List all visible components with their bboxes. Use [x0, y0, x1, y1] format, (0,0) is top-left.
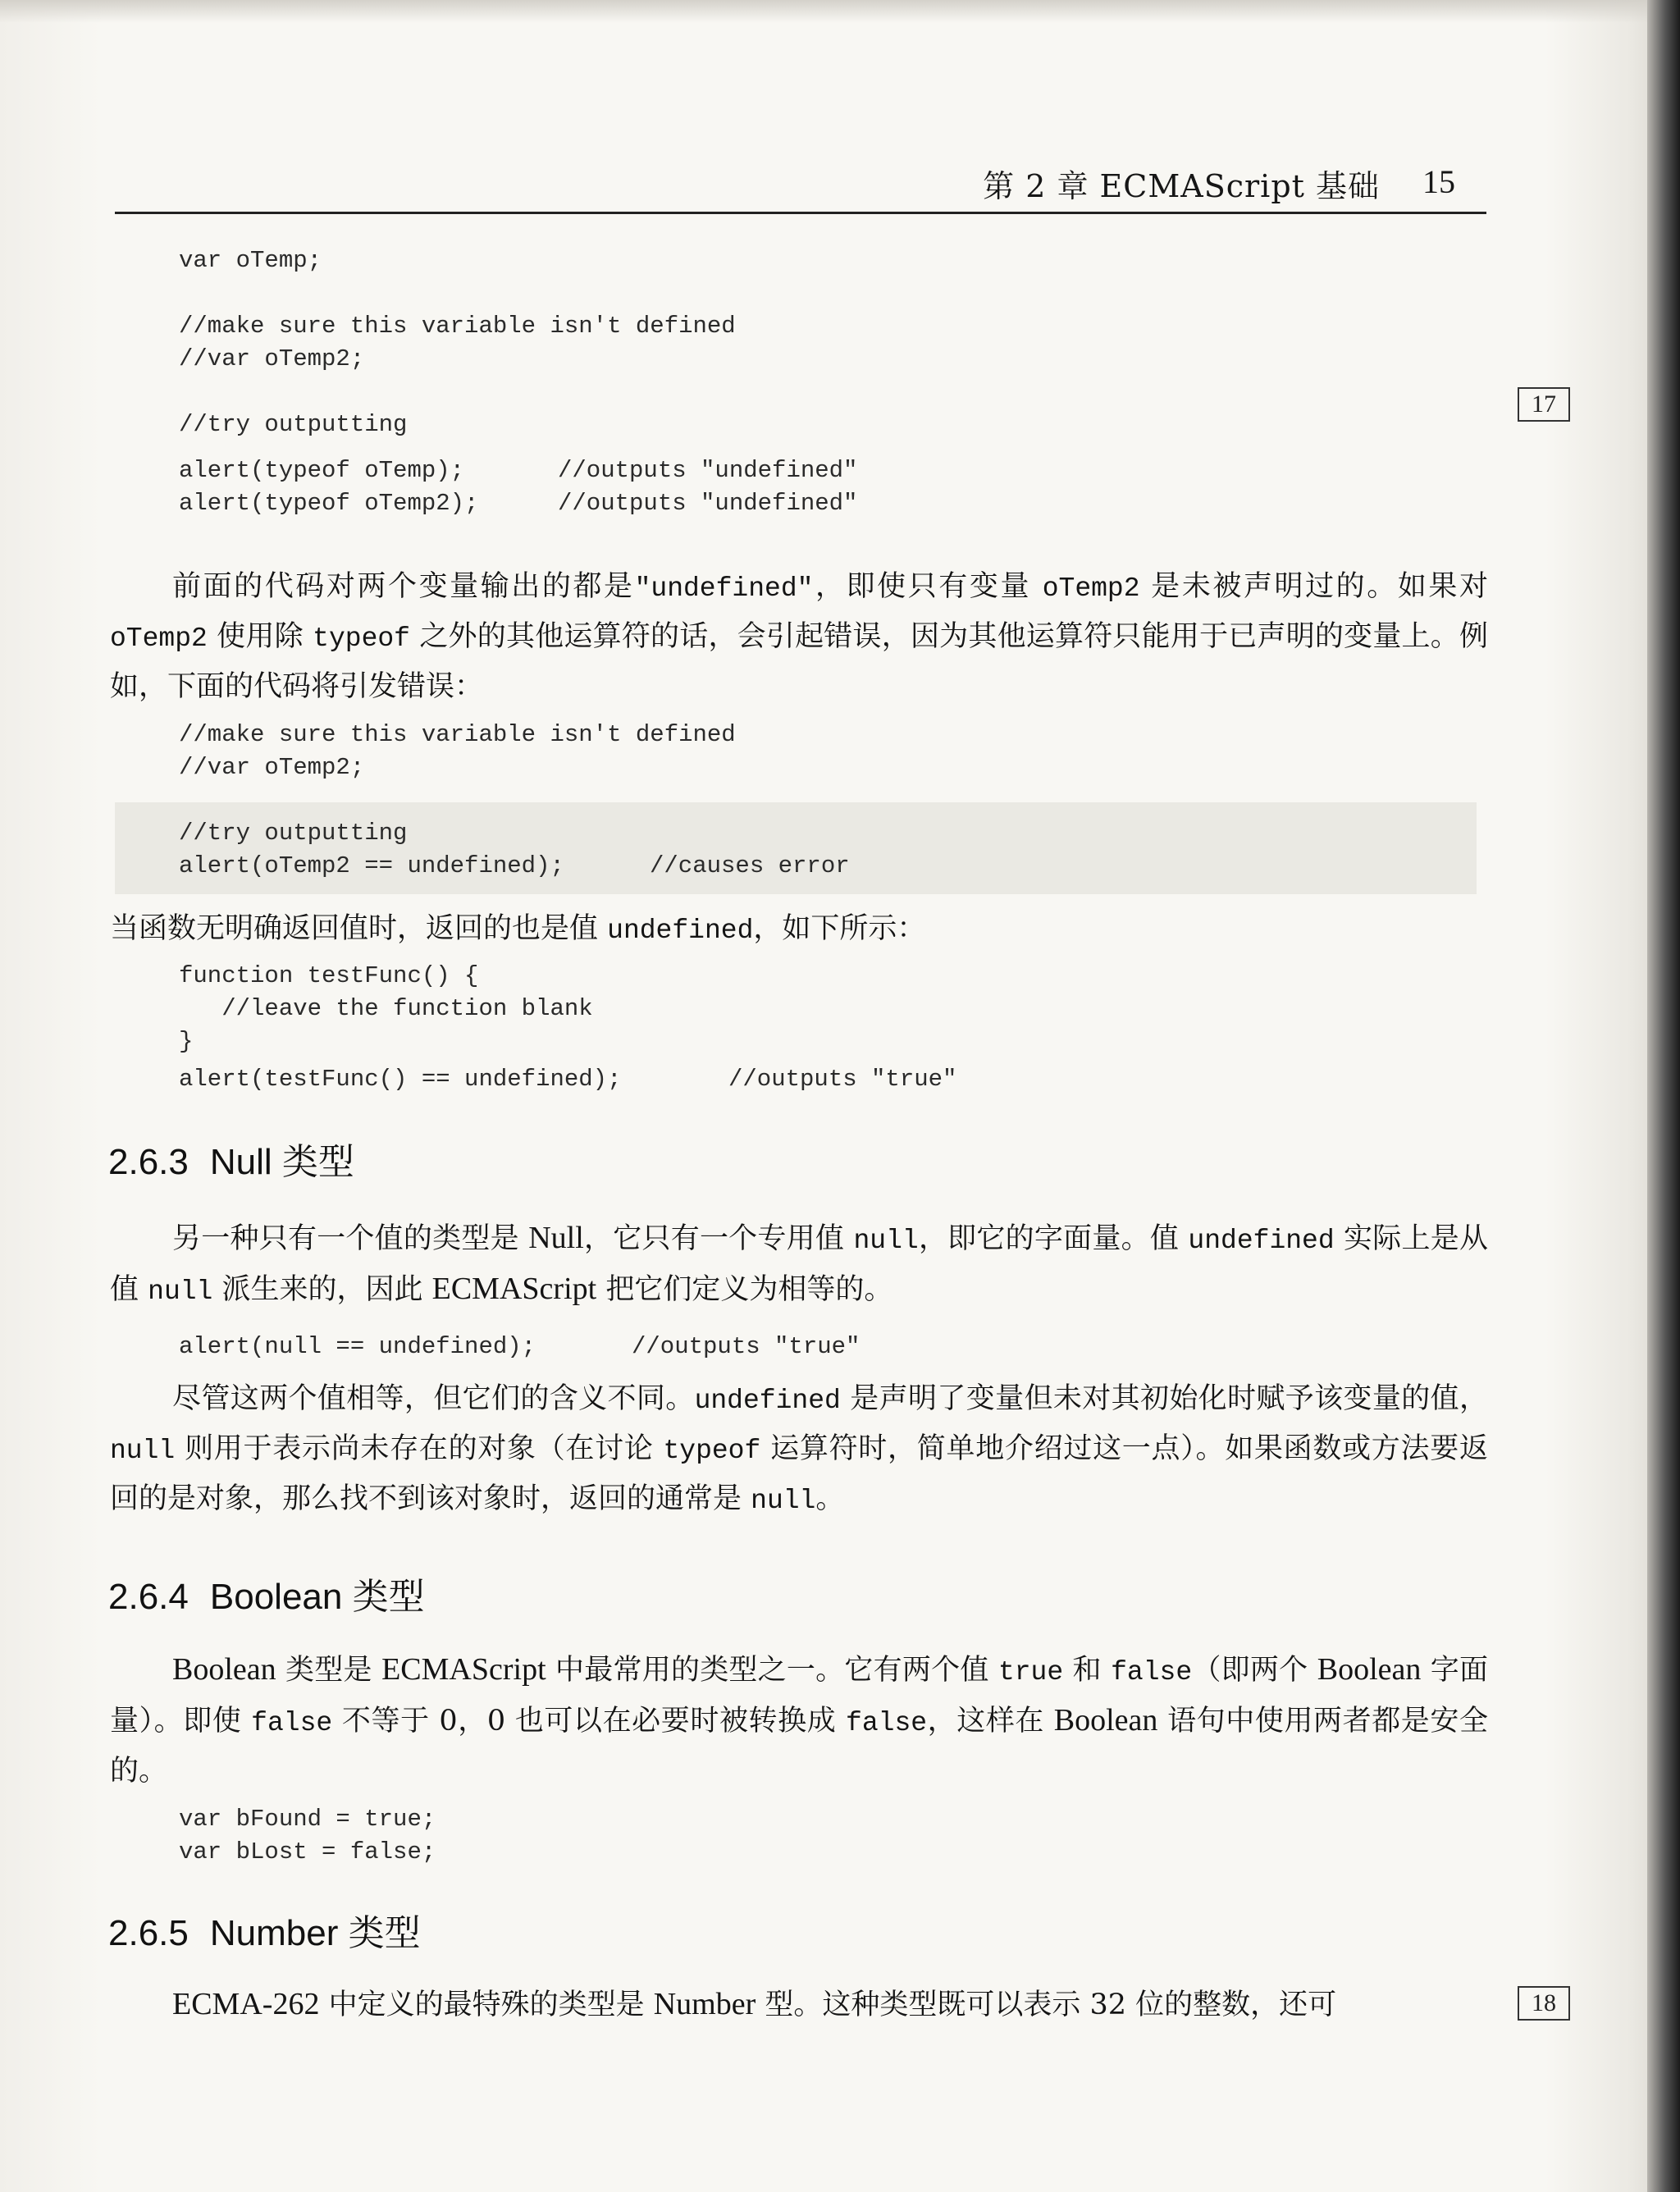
text-run: Boolean [172, 1652, 276, 1687]
inline-code: oTemp2 [1042, 573, 1140, 604]
body-paragraph [110, 906, 925, 947]
body-paragraph [110, 1375, 1488, 1525]
code-comment: //outputs "true" [632, 1333, 861, 1360]
inline-code: undefined [694, 1386, 841, 1416]
section-heading [108, 1132, 354, 1185]
section-title: Number 类型 [209, 1913, 421, 1953]
text-run: ，即使只有变量 [813, 570, 1043, 603]
section-title: Boolean 类型 [209, 1577, 425, 1617]
section-heading [108, 1567, 425, 1619]
inline-code: null [853, 1226, 919, 1256]
book-spine-shadow [1647, 0, 1680, 2192]
section-number: 2.6.4 [108, 1577, 189, 1617]
section-title: Null 类型 [209, 1142, 354, 1182]
text-run: Boolean [1317, 1652, 1422, 1687]
code-line: //try outputting [179, 820, 408, 847]
text-run: 类型是 [276, 1654, 382, 1687]
text-run: 使用除 [207, 620, 313, 653]
body-paragraph [110, 563, 1488, 710]
code-comment: //outputs "true" [728, 1066, 957, 1093]
code-line: //try outputting [179, 411, 408, 438]
text-run: 之外的其他运算符的话，会引起错误，因为其他运算符只能用于已声明的变量上。例如，下面的代码将引发错误： [110, 620, 1488, 703]
inline-code: false [846, 1708, 928, 1738]
inline-code: false [1111, 1657, 1193, 1687]
section-heading [108, 1903, 421, 1956]
text-run: 和 [1063, 1654, 1112, 1687]
inline-code: undefined [607, 916, 754, 946]
inline-code: true [998, 1657, 1064, 1687]
inline-code: null [751, 1486, 816, 1516]
text-run: （即两个 [1192, 1654, 1317, 1687]
page-top-shadow [0, 0, 1680, 23]
text-run: 。 [815, 1482, 845, 1515]
inline-code: undefined [1188, 1226, 1335, 1256]
text-run: 尽管这两个值相等，但它们的含义不同。 [172, 1382, 695, 1415]
inline-code: oTemp2 [110, 623, 208, 654]
text-run: ，即它的字面量。值 [918, 1222, 1189, 1255]
text-run: 是声明了变量但未对其初始化时赋予该变量的值， [840, 1382, 1488, 1415]
text-run: ECMA-262 [172, 1987, 320, 2021]
inline-code: null [110, 1436, 176, 1466]
code-line: alert(typeof oTemp); [179, 457, 465, 484]
text-run: ，它只有一个专用值 [583, 1222, 854, 1255]
section-number: 2.6.3 [108, 1142, 189, 1182]
code-line: alert(typeof oTemp2); [179, 490, 479, 517]
text-run: 实际上是从值 [110, 1222, 1488, 1306]
code-line: //var oTemp2; [179, 754, 365, 781]
code-line: function testFunc() { [179, 962, 479, 989]
code-line: //make sure this variable isn't defined [179, 721, 736, 748]
code-comment: //outputs "undefined" [558, 457, 858, 484]
text-run: Null [528, 1221, 584, 1255]
body-paragraph [110, 1980, 1488, 2029]
section-number: 2.6.5 [108, 1913, 189, 1953]
inline-code: "undefined" [634, 573, 814, 604]
text-run: 则用于表示尚未存在的对象（在讨论 [175, 1432, 664, 1465]
text-run: 派生来的，因此 [212, 1273, 432, 1306]
text-run: ECMAScript [381, 1652, 546, 1687]
code-line: //leave the function blank [179, 995, 593, 1022]
code-line: alert(oTemp2 == undefined); [179, 852, 564, 879]
margin-page-ref: 17 [1518, 387, 1570, 422]
text-run: 中定义的最特殊的类型是 [319, 1989, 654, 2021]
inline-code: null [148, 1276, 213, 1307]
text-run: ，如下所示： [753, 912, 926, 945]
code-line: //make sure this variable isn't defined [179, 313, 736, 340]
text-run: 前面的代码对两个变量输出的都是 [172, 570, 635, 603]
text-run: Number [653, 1987, 756, 2021]
inline-code: false [251, 1708, 333, 1738]
text-run: Boolean [1053, 1703, 1158, 1738]
code-line: alert(null == undefined); [179, 1333, 536, 1360]
text-run: 另一种只有一个值的类型是 [172, 1222, 529, 1255]
text-run: 中最常用的类型之一。它有两个值 [546, 1654, 998, 1687]
text-run: 语句中使用两者都是安全的。 [110, 1705, 1488, 1788]
code-line: var oTemp; [179, 247, 322, 274]
header-chapter-title: 第 2 章 ECMAScript 基础 [983, 168, 1380, 204]
text-run: 把它们定义为相等的。 [596, 1273, 893, 1306]
text-run: 不等于 0，0 也可以在必要时被转换成 [332, 1705, 847, 1738]
inline-code: typeof [663, 1436, 761, 1466]
text-run: 运算符时，简单地介绍过这一点）。如果函数或方法要返回的是对象，那么找不到该对象时，返回的通常是 [110, 1432, 1488, 1515]
text-run: ECMAScript [431, 1272, 597, 1306]
code-line: var bFound = true; [179, 1806, 436, 1833]
text-run: 字面量）。即使 [110, 1654, 1488, 1738]
running-header [115, 161, 1486, 214]
code-comment: //outputs "undefined" [558, 490, 858, 517]
code-comment: //causes error [650, 852, 850, 879]
text-run: ，这样在 [927, 1705, 1054, 1738]
text-run: 当函数无明确返回值时，返回的也是值 [110, 912, 608, 945]
code-line: } [179, 1028, 194, 1055]
margin-page-ref: 18 [1518, 1986, 1570, 2021]
code-line: var bLost = false; [179, 1838, 436, 1865]
text-run: 型。这种类型既可以表示 32 位的整数，还可 [756, 1989, 1337, 2021]
code-line: alert(testFunc() == undefined); [179, 1066, 622, 1093]
header-page-number: 15 [1422, 163, 1455, 200]
text-run: 是未被声明过的。如果对 [1139, 570, 1488, 603]
body-paragraph [110, 1646, 1488, 1795]
code-line: //var oTemp2; [179, 345, 365, 372]
body-paragraph [110, 1214, 1488, 1316]
inline-code: typeof [313, 623, 410, 654]
